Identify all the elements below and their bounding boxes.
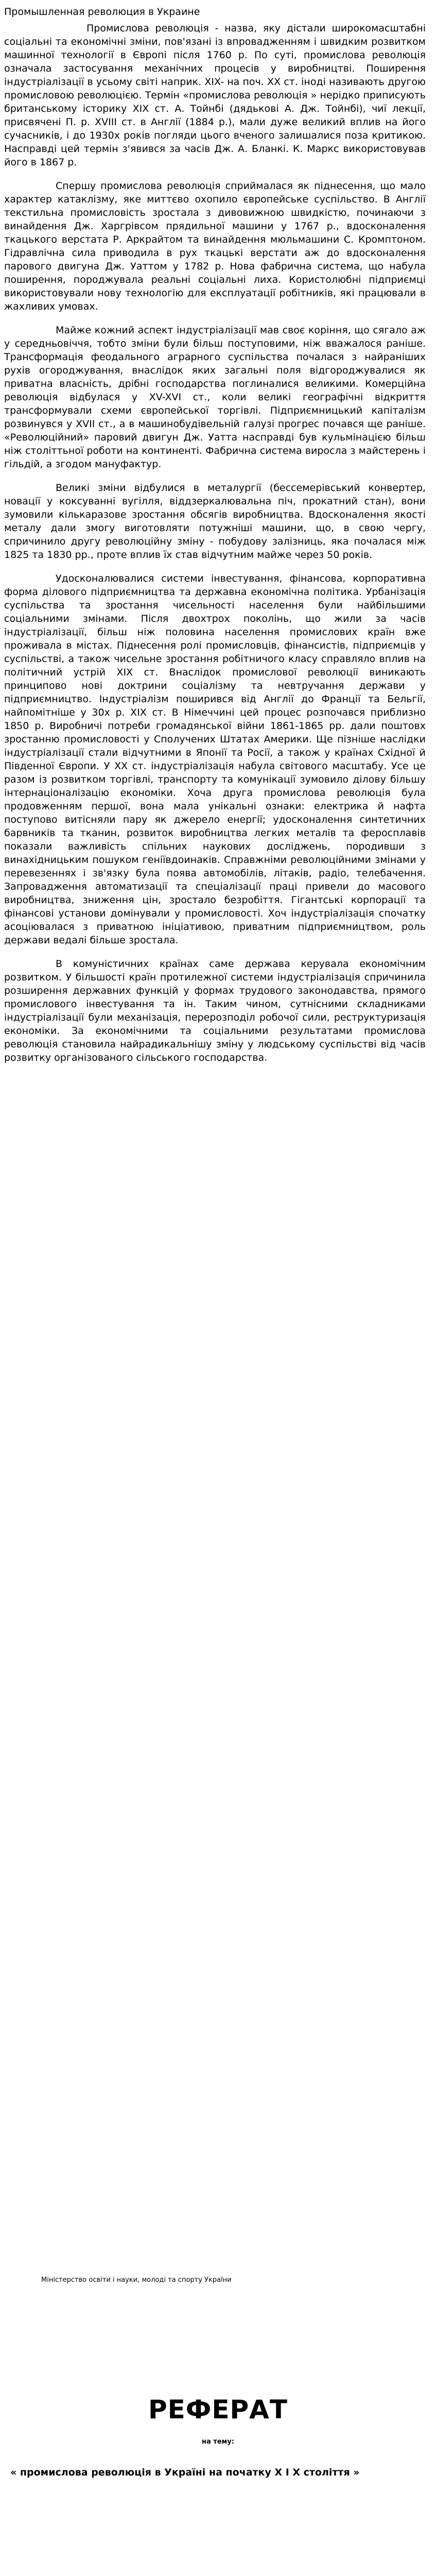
paragraph-2: Спершу промислова революція сприймалася як піднесення, що мало характер катаклізму, яке миттєво охопило європейське суспільство. В Англії текстильна промисловість зростала з дивовижною швидкістю, починаючи з винайдення Дж. Харгрівсом прядильної машини у 1767 р., вдосконалення ткацького верстата Р. Аркрайтом та винайдення мюльмашини С. Кромптоном. Гідравлічна сила приводила в рух ткацькі верстати аж до вдосконалення парового двигуна Дж. Уаттом у 1782 р. Нова фабрична система, що набула поширення, породжувала реальні соціальні лиха. Користолюбні підприємці використовували нову технологію для експлуатації робітників, які працювали в жахливих умовах.: [4, 180, 426, 312]
paragraph-3: Майже кожний аспект індустріалізації мав своє коріння, що сягало аж у середньовіччя, тобто зміни були більш поступовими, ніж вважалося раніше. Трансформація феодального аграрного суспільства почалася з найраніших рухів огороджування, внаслідок яких загальні поля відгороджувалися як приватна власність, дрібні господарства поглиналися великими. Комерційна революція відбулася у XV-XVI ст., коли великі географічні відкриття трансформували схеми європейської торгівлі. Підприємницький капіталізм розвинувся у XVII ст., а в машинобудівельній галузі прогрес почався ще раніше. «Революційний» паровий двигун Дж. Уатта насправді був кульмінацією більш ніж століттьної роботи на континенті. Фабрична система виросла з майстерень і гільдій, а згодом мануфактур.: [4, 325, 426, 470]
ministry-line: Міністерство освіти і науки, молоді та спорту України: [41, 2276, 232, 2284]
paragraph-5: Удосконалювалися системи інвестування, фінансова, корпоративна форма ділового підприємництва та державна економічна політика. Урбанізація суспільства та зростання чисельності населення були найбільшими соціальними змінами. Після двохтрох поколінь, що жили за часів індустріалізації, більш ніж половина населення промислових країн вже проживала в містах. Піднесення ролі промисловців, фінансистів, підприємців у суспільстві, а також чисельне зростання робітничого класу справляло вплив на політичний устрій XIX ст. Внаслідок промислової революції виникають принципово нові доктрини соціалізму та невтручання держави у підприємництво. Індустріалізм поширився від Англії до Франції та Бельгії, найпомітніше у 30х р. XIX ст. В Німеччині цей процес розпочався приблизно 1850 р. Виробничі потреби громадянської війни 1861-1865 рр. дали поштовх зростанню промисловості у Сполучених Штатах Америки. Ще пізніше наслідки індустріалізації стали відчутними в Японії та Росії, а також у країнах Східної й Південної Європи. У XX ст. індустріалізація набула світового масштабу. Усе це разом із розвитком торгівлі, транспорту та комунікації зумовило ділову більшу інтернаціоналізацію економіки. Хоча друга промислова революція була продовженням першої, вона мала унікальні ознаки: електрика й нафта поступово витісняли пару як джерело енергії; удосконалення синтетичних барвників та тканин, розвиток виробництва легких металів та феросплавів показали важливість спільних наукових досліджень, породивши з винахідницьким пошуком геніївдоинаків. Справжніми революційними змінами у перевезеннях і зв'язку була поява автомобілів, літаків, радіо, телебачення. Запровадження автоматизації та спеціалізації праці привели до масового виробництва, зниження цін, зростало безробіття. Гігантські корпорації та фінансові установи домінували у промисловості. Хоч індустріалізація спочатку асоціювалася з приватною ініціативою, приватним підприємництвом, роль держави ведалі більше зростала.: [4, 573, 426, 946]
topic-title: « промислова революція в Україні на початку X I X століття »: [10, 2467, 360, 2478]
topic-label: на тему:: [202, 2438, 234, 2446]
referat-heading: РЕФЕРАТ: [148, 2395, 288, 2425]
title-page: [0, 2276, 436, 2576]
paragraph-6: В комуністичних країнах саме держава керувала економічним розвитком. У більшості країн протилежної системи індустріалізація спричинила розширення державних функцій у формах трудового законодавства, прямого промислового інвестування та ін. Таким чином, сутнісними складниками індустріалізації були механізація, перерозподіл робочої сили, реструктуризація економіки. За економічними та соціальними результатами промислова революція становила найрадикальнішу зміну у людському суспільстві від часів розвитку організованого сільського господарства.: [4, 958, 426, 1063]
paragraph-4: Великі зміни відбулися в металургії (бессемерівський конвертер, новації у коксуванні вугілля, віддзеркалювальна піч, прокатний стан), вони зумовили кількаразове зростання обсягів виробництва. Вдосконалення якості металу дали змогу виготовляти потужніші машини, що, в свою чергу, спричинило другу революційну зміну - побудову залізниць, яка почалася між 1825 та 1830 рр., проте вплив їх став відчутним майже через 50 років.: [4, 482, 426, 561]
paragraph-1: Промислова революція - назва, яку дістали широкомасштабні соціальні та економічні зміни, пов'язані із впровадженням і швидким розвитком машинної технології в Європі після 1760 р. По суті, промислова революція означала застосування механічних процесів у виробництві. Поширення індустріалізації в усьому світі наприк. XIX- на поч. XX ст. іноді називають другою промисловою революцією. Термін «промислова революція » нерідко приписують британському історику XIX ст. А. Тойнбі (дядькові А. Дж. Тойнбі), чиї лекції, присвячені П. р. XVIII ст. в Англії (1884 р.), мали дуже великий вплив на його сучасників, і до 1930х років погляди цього вченого залишалися поза критикою. Насправді цей термін з'явився за часів Дж. А. Бланкі. К. Маркс використовував його в 1867 р.: [4, 23, 426, 168]
document-title: Промышленная революция в Украине: [4, 6, 200, 18]
